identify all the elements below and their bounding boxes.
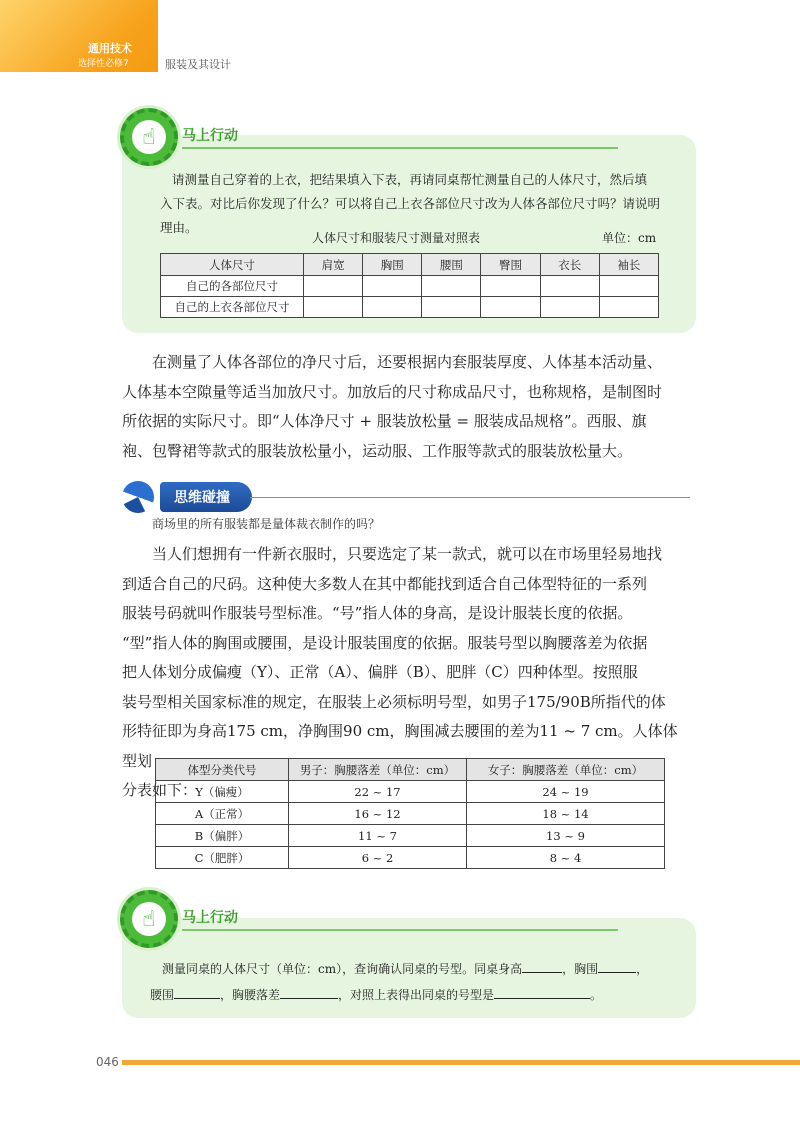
instruction-text: 测量同桌的人体尺寸（单位：cm），查询确认同桌的号型。同桌身高 xyxy=(162,962,523,976)
paragraph-1 xyxy=(122,348,690,466)
series-subtitle: 选择性必修7 xyxy=(78,59,129,69)
paragraph-line: 服装号码就叫作服装号型标准。“号”指人体的身高，是设计服装长度的依据。 xyxy=(122,604,633,622)
paragraph-line: 在测量了人体各部位的净尺寸后，还要根据内套服装厚度、人体基本活动量、 xyxy=(152,353,663,371)
height-blank[interactable] xyxy=(522,958,562,973)
paragraph-line: 袍、包臀裙等款式的服装放松量小，运动服、工作服等款式的服装放松量大。 xyxy=(122,441,633,460)
blank-cell[interactable] xyxy=(481,276,540,297)
instruction-line: 请测量自己穿着的上衣，把结果填入下表，再请同桌帮忙测量自己的人体尺寸，然后填 xyxy=(172,172,648,187)
table-row xyxy=(156,803,665,825)
action-badge-2 xyxy=(120,890,618,948)
hand-pointer-icon: ☝ xyxy=(132,120,166,154)
pinwheel-icon xyxy=(118,477,158,517)
table-cell: 11 ~ 7 xyxy=(289,825,467,847)
paragraph-line: 当人们想拥有一件新衣服时，只要选定了某一款式，就可以在市场里轻易地找 xyxy=(152,545,663,563)
blank-cell[interactable] xyxy=(422,297,481,318)
table-cell: C（肥胖） xyxy=(156,847,289,869)
table-row xyxy=(161,297,659,318)
instruction-line: 入下表。对比后你发现了什么？可以将自己上衣各部位尺寸改为人体各部位尺寸吗？请说明 xyxy=(160,196,661,211)
row-label: 自己的各部位尺寸 xyxy=(161,276,304,297)
think-banner xyxy=(118,477,252,517)
table-cell: 22 ~ 17 xyxy=(289,781,467,803)
row-label: 自己的上衣各部位尺寸 xyxy=(161,297,304,318)
table-row xyxy=(156,825,665,847)
table-header-cell: 袖长 xyxy=(599,254,658,276)
table-header-cell: 腰围 xyxy=(422,254,481,276)
table-cell: A（正常） xyxy=(156,803,289,825)
page-number: 046 xyxy=(96,1055,119,1069)
blank-cell[interactable] xyxy=(599,276,658,297)
paragraph-line: 到适合自己的尺码。这种使大多数人在其中都能找到适合自己体型特征的一系列 xyxy=(122,574,648,593)
paragraph-line: “型”指人体的胸围或腰围，是设计服装围度的依据。服装号型以胸腰落差为依据 xyxy=(122,633,648,652)
table-row xyxy=(156,781,665,803)
think-question: 商场里的所有服装都是量体裁衣制作的吗？ xyxy=(152,517,381,531)
blank-cell[interactable] xyxy=(481,297,540,318)
table-cell: 13 ~ 9 xyxy=(467,825,665,847)
table-cell: 8 ~ 4 xyxy=(467,847,665,869)
instruction-text: ，对照上表得出同桌的号型是 xyxy=(338,988,495,1002)
blank-cell[interactable] xyxy=(363,276,422,297)
table-cell: B（偏胖） xyxy=(156,825,289,847)
size-blank[interactable] xyxy=(494,984,590,999)
instruction-line xyxy=(150,982,680,1008)
table-cell: 6 ~ 2 xyxy=(289,847,467,869)
gear-icon xyxy=(120,108,178,166)
table-header-cell: 胸围 xyxy=(363,254,422,276)
blank-cell[interactable] xyxy=(304,297,363,318)
blank-cell[interactable] xyxy=(363,297,422,318)
action-badge-label: 马上行动 xyxy=(182,907,618,931)
blank-cell[interactable] xyxy=(599,297,658,318)
blank-cell[interactable] xyxy=(540,297,599,318)
table-header-cell: 臀围 xyxy=(481,254,540,276)
instruction-text: ，胸腰落差 xyxy=(220,988,281,1002)
table-row xyxy=(156,847,665,869)
table-cell: 18 ~ 14 xyxy=(467,803,665,825)
chest-blank[interactable] xyxy=(598,958,636,973)
table-header-row xyxy=(161,254,659,276)
paragraph-line: 形特征即为身高175 cm，净胸围90 cm，胸围减去腰围的差为11 ~ 7 cm。人体体型划 xyxy=(122,722,678,770)
table-header-cell: 肩宽 xyxy=(304,254,363,276)
table-header-row xyxy=(156,759,665,781)
hand-pointer-icon: ☝ xyxy=(132,902,166,936)
table-row xyxy=(161,276,659,297)
paragraph-line: 分表如下： xyxy=(122,781,198,799)
instruction-line xyxy=(150,956,680,982)
blank-cell[interactable] xyxy=(304,276,363,297)
table-header-cell: 男子：胸腰落差（单位：cm） xyxy=(289,759,467,781)
instruction-text: ，胸围 xyxy=(562,962,599,976)
action-badge-label: 马上行动 xyxy=(182,125,618,149)
header-corner-block xyxy=(0,0,158,72)
paragraph-line: 把人体划分成偏瘦（Y）、正常（A）、偏胖（B）、肥胖（C）四种体型。按照服 xyxy=(122,663,638,681)
table-cell: Y（偏瘦） xyxy=(156,781,289,803)
measurement-table xyxy=(160,253,659,318)
gear-icon xyxy=(120,890,178,948)
paragraph-line: 装号型相关国家标准的规定，在服装上必须标明号型，如男子175/90B所指代的体 xyxy=(122,692,666,711)
table-header-cell: 人体尺寸 xyxy=(161,254,304,276)
panel2-instructions xyxy=(150,956,680,1008)
instruction-text: ， xyxy=(636,962,649,976)
table-header-cell: 衣长 xyxy=(540,254,599,276)
instruction-line: 理由。 xyxy=(160,220,198,235)
waist-blank[interactable] xyxy=(174,984,220,999)
table-header-cell: 体型分类代号 xyxy=(156,759,289,781)
paragraph-line: 所依据的实际尺寸。即“人体净尺寸 + 服装放松量 = 服装成品规格”。西服、旗 xyxy=(122,412,647,430)
think-divider xyxy=(250,497,690,498)
body-type-table xyxy=(155,758,665,869)
footer-bar xyxy=(122,1060,800,1065)
table-cell: 24 ~ 19 xyxy=(467,781,665,803)
chapter-title: 服装及其设计 xyxy=(165,58,231,71)
instruction-text: 。 xyxy=(590,988,603,1002)
blank-cell[interactable] xyxy=(540,276,599,297)
action-badge-1 xyxy=(120,108,618,166)
table-unit: 单位：cm xyxy=(602,231,657,245)
table-caption: 人体尺寸和服装尺寸测量对照表 xyxy=(312,231,481,245)
series-title: 通用技术 xyxy=(88,42,132,55)
paragraph-line: 人体基本空隙量等适当加放尺寸。加放后的尺寸称成品尺寸，也称规格，是制图时 xyxy=(122,382,663,401)
blank-cell[interactable] xyxy=(422,276,481,297)
think-label: 思维碰撞 xyxy=(160,482,252,512)
table-cell: 16 ~ 12 xyxy=(289,803,467,825)
table-header-cell: 女子：胸腰落差（单位：cm） xyxy=(467,759,665,781)
drop-blank[interactable] xyxy=(280,984,338,999)
instruction-text: 腰围 xyxy=(150,988,175,1002)
